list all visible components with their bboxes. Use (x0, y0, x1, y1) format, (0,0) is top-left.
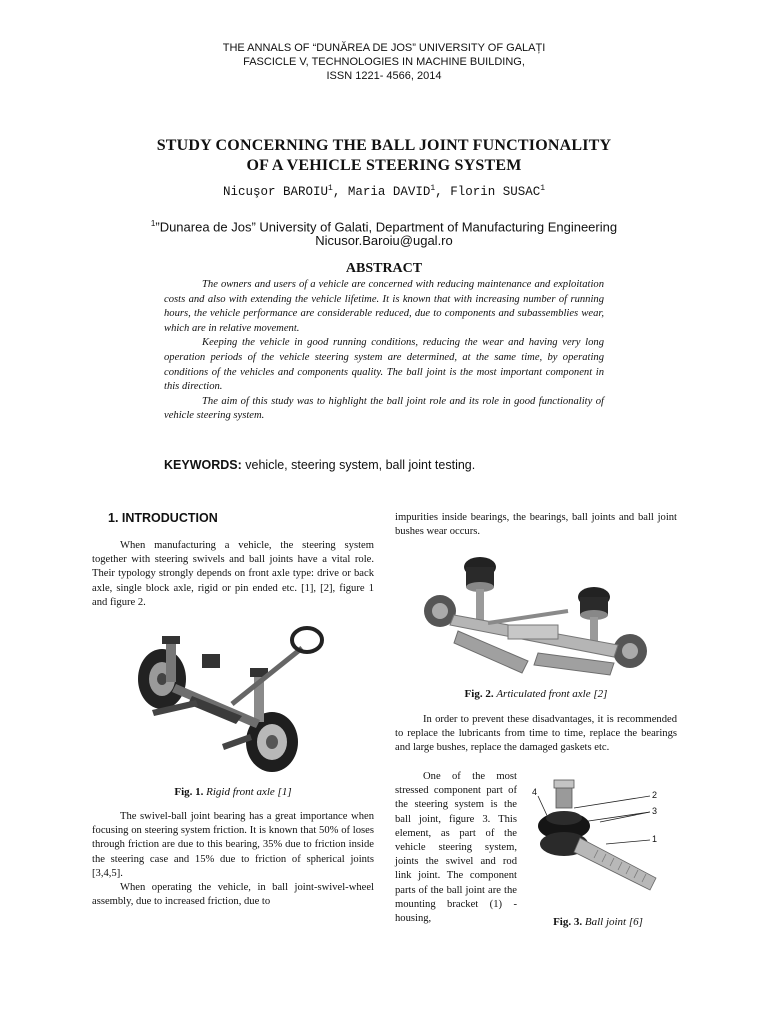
intro-paragraph-1 (92, 539, 374, 610)
right-paragraph-1-text: impurities inside bearings, the bearings, ball joints and ball joint bushes wear occurs. (395, 512, 677, 538)
intro-paragraph-2-text: The swivel-ball joint bearing has a great importance when focusing on steering system friction. It is known that 50% of loses through friction are due to this bearing, 35% due to friction inside the steering case and 15% due to friction of spherical joints [3,4,5]. (92, 811, 374, 879)
fig1-caption (92, 786, 374, 798)
abstract-body (164, 278, 604, 424)
paper-title-line2: OF A VEHICLE STEERING SYSTEM (246, 157, 522, 174)
abstract-heading: ABSTRACT (345, 261, 423, 276)
journal-fascicle: FASCICLE V, TECHNOLOGIES IN MACHINE BUILDING, (243, 56, 525, 68)
fig1-label: Fig. 1. (174, 786, 204, 798)
paper-title-line1: STUDY CONCERNING THE BALL JOINT FUNCTIONALITY (156, 137, 612, 154)
fig2-articulated-front-axle-image (418, 553, 658, 683)
journal-issn: ISSN 1221- 4566, 2014 (326, 70, 442, 82)
right-paragraph-2 (395, 713, 677, 756)
journal-name: THE ANNALS OF “DUNĂREA DE JOS” UNIVERSITY OF GALAȚI (222, 42, 546, 54)
fig3-caption-text: Ball joint [6] (584, 916, 643, 928)
fig3-ball-joint-image (528, 774, 668, 909)
author-1: Nicuşor BAROIU (222, 185, 329, 200)
affiliation-text: ”Dunarea de Jos” University of Galati, Department of Manufacturing Engineering (155, 219, 618, 235)
abstract-paragraph-3: The aim of this study was to highlight the ball joint role and its role in good functionality of vehicle steering system. (164, 395, 604, 422)
intro-paragraph-1-text: When manufacturing a vehicle, the steering system together with steering swivels and ball joints have a vital role. Their typology strongly depends on front axle type: drive or back axle, single block axle, rigid or pin ended etc. [1], [2], figure 1 and figure 2. (92, 540, 374, 608)
right-paragraph-3-text: One of the most stressed component part of the steering system is the ball joint, figure 3. This element, as part of the vehicle steering system, joints the swivel and rod link joint. The component parts of the ball joint are the mounting bracket (1) - housing, (395, 771, 517, 925)
right-paragraph-2-text: In order to prevent these disadvantages, it is recommended to replace the lubricants from time to time, replace the bearings and large bushes, replace the damaged gaskets etc. (395, 714, 677, 754)
right-paragraph-3 (395, 770, 517, 926)
fig3-label: Fig. 3. (553, 916, 583, 928)
author-1-sup: 1 (328, 184, 333, 193)
author-3: Florin SUSAC (450, 185, 541, 200)
fig3-caption (528, 916, 668, 928)
fig2-caption (395, 688, 677, 700)
fig3-callout-3: 3 (652, 806, 658, 816)
authors: Nicuşor BAROIU$^1$, Maria DAVID$^1$, Florin SUSAC$^1$ (222, 184, 546, 200)
affiliation-sup: 1 (150, 219, 156, 228)
intro-paragraph-3-text: When operating the vehicle, in ball joint-swivel-wheel assembly, due to increased friction, due to (92, 882, 374, 908)
author-3-sup: 1 (540, 184, 546, 193)
abstract-paragraph-1: The owners and users of a vehicle are concerned with reducing maintenance and exploitation costs and also with extending the vehicle lifetime. It is known that with increasing number of running hours, the vehicle performance are considerable reduced, due to components and subassemblies wear, which are in relative movement. (164, 279, 604, 334)
fig3-callout-1: 1 (652, 834, 658, 844)
fig3-callout-2: 2 (652, 790, 658, 800)
author-2: Maria DAVID (347, 185, 431, 200)
keywords (164, 458, 624, 472)
intro-paragraph-2 (92, 810, 374, 909)
right-paragraph-1 (395, 511, 677, 539)
fig1-rigid-front-axle-image (132, 624, 332, 774)
section-heading-introduction: 1. INTRODUCTION (108, 511, 218, 525)
keywords-text: vehicle, steering system, ball joint testing. (245, 458, 476, 472)
keywords-label: KEYWORDS: (164, 458, 242, 472)
author-2-sup: 1 (430, 184, 436, 193)
fig2-caption-text: Articulated front axle [2] (496, 688, 608, 700)
author-email[interactable]: Nicusor.Baroiu@ugal.ro (315, 233, 453, 248)
fig2-label: Fig. 2. (464, 688, 494, 700)
fig3-callout-4: 4 (532, 787, 538, 797)
fig1-caption-text: Rigid front axle [1] (206, 786, 292, 798)
abstract-paragraph-2: Keeping the vehicle in good running conditions, reducing the wear and having very long operation periods of the vehicle steering system are determined, at the same time, by operating conditions of the vehicles and components quality. The ball joint is the most important component in this direction. (164, 337, 604, 393)
